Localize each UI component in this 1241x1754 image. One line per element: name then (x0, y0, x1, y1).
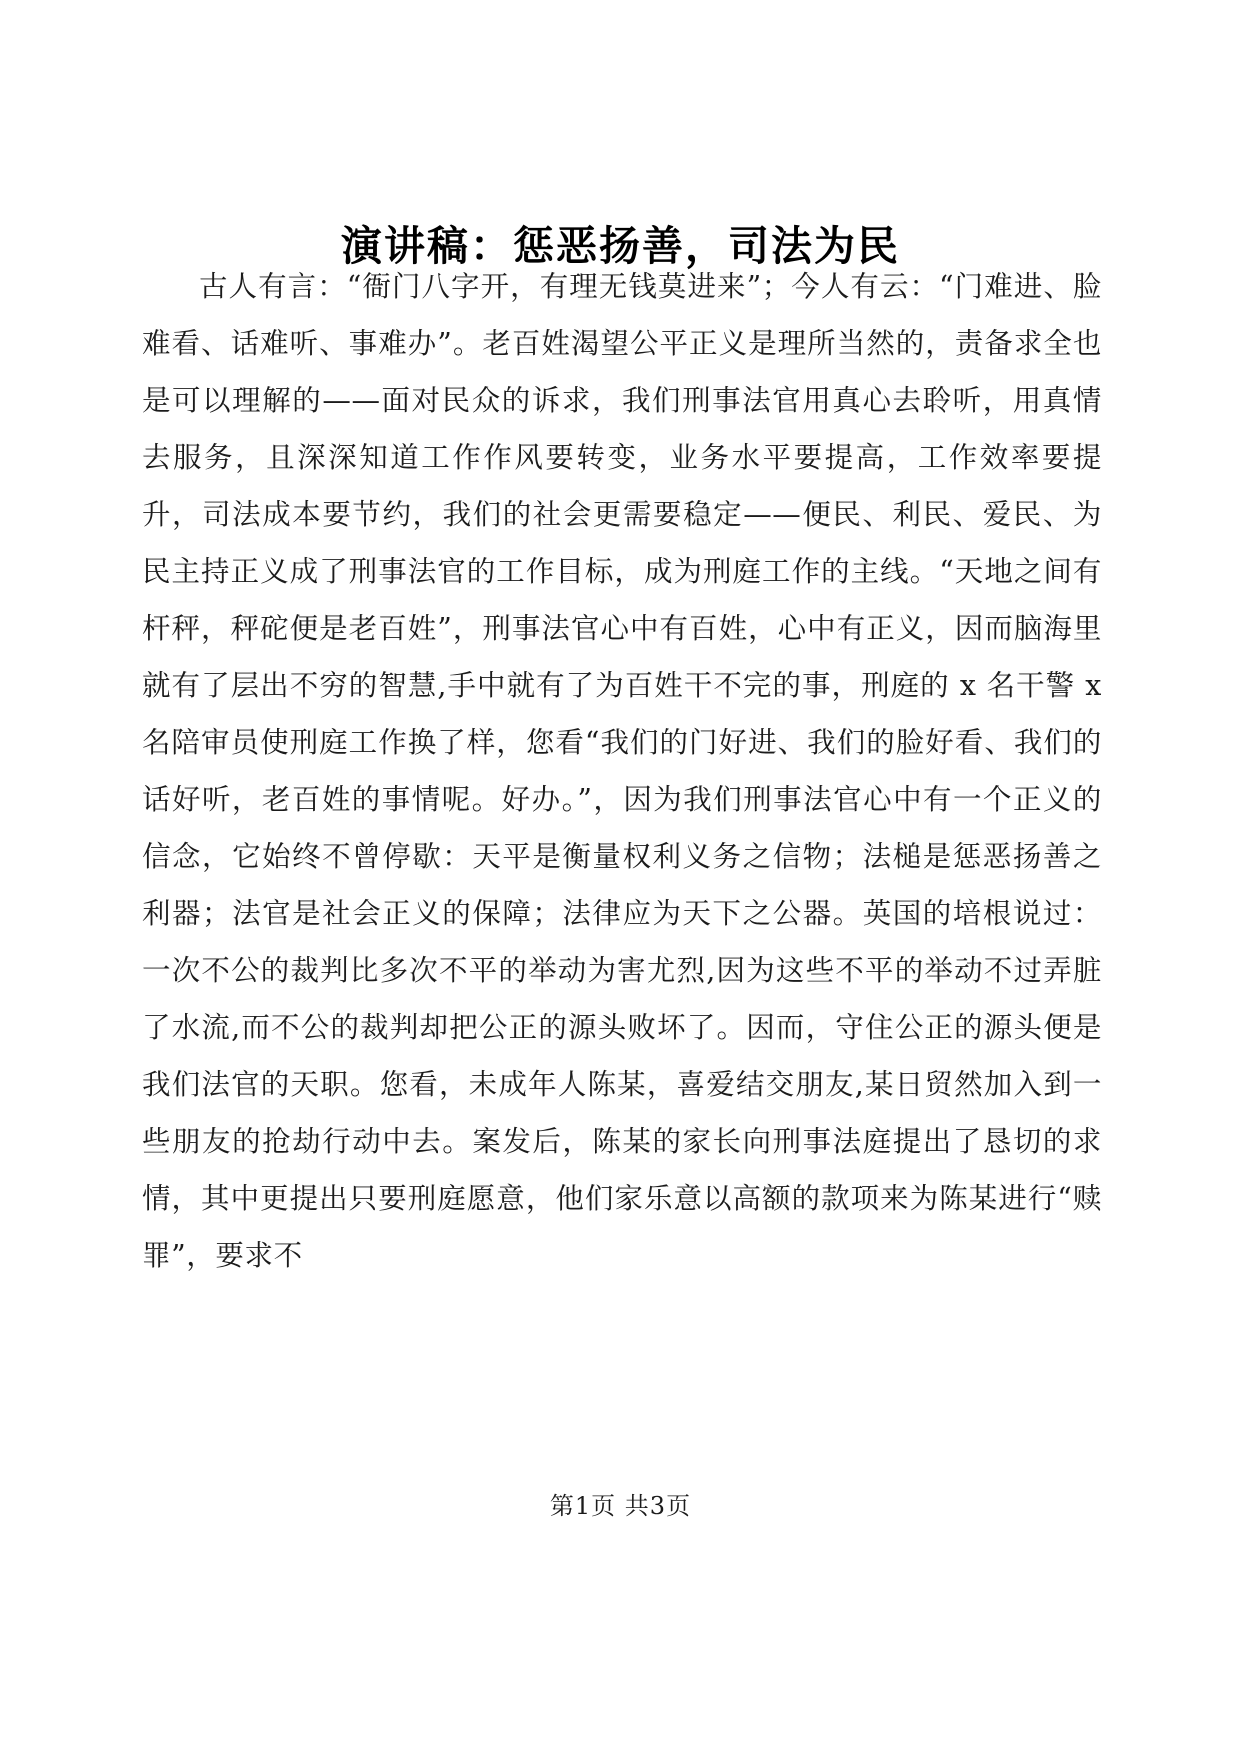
page-title: 演讲稿：惩恶扬善，司法为民 (341, 222, 900, 271)
document-body-paragraph: 古人有言：“衙门八字开，有理无钱莫进来”；今人有云：“门难进、脸难看、话难听、事难办”。老百姓渴望公平正义是理所当然的，责备求全也是可以理解的——面对民众的诉求，我们刑事法官用真心去聆听，用真情去服务，且深深知道工作作风要转变，业务水平要提高，工作效率要提升，司法成本要节约，我们的社会更需要稳定——便民、利民、爱民、为民主持正义成了刑事法官的工作目标，成为刑庭工作的主线。“天地之间有杆秤，秤砣便是老百姓”，刑事法官心中有百姓，心中有正义，因而脑海里就有了层出不穷的智慧,手中就有了为百姓干不完的事，刑庭的 x 名干警 x 名陪审员使刑庭工作换了样，您看“我们的门好进、我们的脸好看、我们的话好听，老百姓的事情呢。好办。”，因为我们刑事法官心中有一个正义的信念，它始终不曾停歇：天平是衡量权利义务之信物；法槌是惩恶扬善之利器；法官是社会正义的保障；法律应为天下之公器。英国的培根说过：一次不公的裁判比多次不平的举动为害尤烈,因为这些不平的举动不过弄脏了水流,而不公的裁判却把公正的源头败坏了。因而，守住公正的源头便是我们法官的天职。您看，未成年人陈某，喜爱结交朋友,某日贸然加入到一些朋友的抢劫行动中去。案发后，陈某的家长向刑事法庭提出了恳切的求情，其中更提出只要刑庭愿意，他们家乐意以高额的款项来为陈某进行“赎罪”，要求不 (142, 270, 1102, 1272)
page-footer: 第1页 共3页 (549, 1492, 692, 1520)
